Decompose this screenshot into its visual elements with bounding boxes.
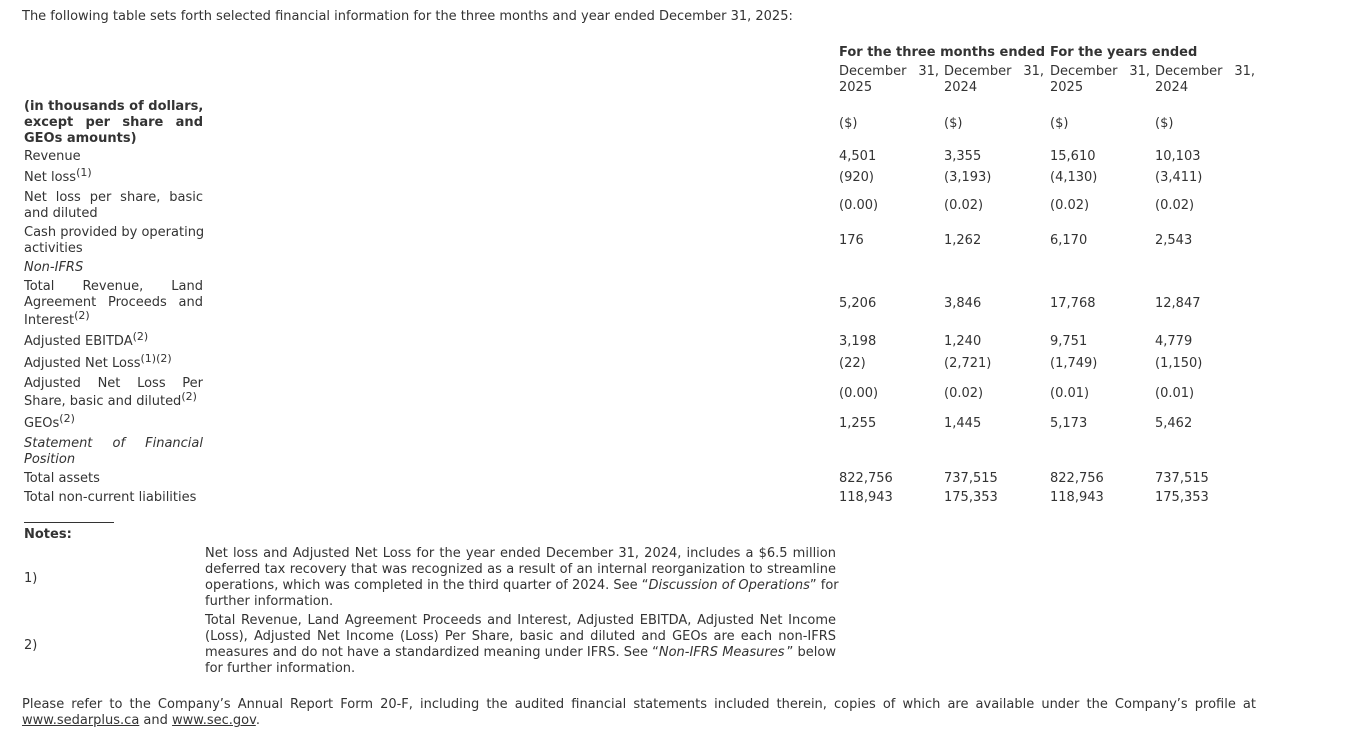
- footer-links: www.sedarplus.ca and www.sec.gov.: [22, 713, 260, 728]
- cell: 1,262: [944, 233, 982, 248]
- cell: 5,206: [839, 296, 877, 311]
- row-label: activities: [24, 241, 83, 256]
- col2-header: December 31,: [944, 64, 1044, 79]
- cell: (2,721): [944, 356, 992, 371]
- row-label: Total Revenue, Land: [24, 279, 203, 294]
- note-1-line-3: operations, which was completed in the third quarter of 2024. See “Discussion of Operations ” for: [205, 578, 839, 593]
- cell: (4,130): [1050, 170, 1098, 185]
- cell: (1,749): [1050, 356, 1098, 371]
- cell: 10,103: [1155, 149, 1201, 164]
- cell: 175,353: [1155, 490, 1209, 505]
- col4-year: 2024: [1155, 80, 1189, 95]
- section-label-sofp-2: Position: [24, 452, 76, 467]
- cell: (0.02): [944, 386, 984, 401]
- cell: (0.02): [1050, 198, 1090, 213]
- note-2-number: 2): [24, 638, 38, 653]
- cell: (0.00): [839, 386, 879, 401]
- col4-header: December 31,: [1155, 64, 1255, 79]
- cell: 3,198: [839, 334, 877, 349]
- col3-year: 2025: [1050, 80, 1084, 95]
- col2-year: 2024: [944, 80, 978, 95]
- cell: 175,353: [944, 490, 998, 505]
- units-label-1: (in thousands of dollars,: [24, 99, 204, 114]
- cell: 6,170: [1050, 233, 1088, 248]
- cell: 5,173: [1050, 416, 1088, 431]
- cell: 822,756: [1050, 471, 1104, 486]
- cell: 15,610: [1050, 149, 1096, 164]
- sedarplus-link[interactable]: www.sedarplus.ca: [22, 713, 140, 728]
- cell: (0.01): [1155, 386, 1195, 401]
- section-label-non-ifrs: Non-IFRS: [24, 260, 84, 275]
- unit-col2: ($): [944, 116, 963, 131]
- footnote-ref: (2): [132, 330, 149, 343]
- col1-year: 2025: [839, 80, 873, 95]
- header-years: For the years ended: [1050, 45, 1198, 60]
- cell: 1,240: [944, 334, 982, 349]
- cell: 822,756: [839, 471, 893, 486]
- cell: 737,515: [944, 471, 998, 486]
- unit-col1: ($): [839, 116, 858, 131]
- row-label: Adjusted Net Loss Per: [24, 376, 203, 391]
- cell: 3,846: [944, 296, 982, 311]
- cell: 1,255: [839, 416, 877, 431]
- intro-text: The following table sets forth selected financial information for the three months and year ended December 31, 2025:: [22, 9, 793, 24]
- cell: 12,847: [1155, 296, 1201, 311]
- row-label: Adjusted Net Loss$^{(1)(2)}$: [24, 352, 172, 371]
- cell: 118,943: [1050, 490, 1104, 505]
- cell: (3,193): [944, 170, 992, 185]
- footer-text: Please refer to the Company’s Annual Report Form 20-F, including the audited financial statements included therein, copies of which are available under the Company’s profile at: [22, 697, 1256, 712]
- notes-title: Notes:: [24, 527, 72, 542]
- cell: (0.01): [1050, 386, 1090, 401]
- unit-col4: ($): [1155, 116, 1174, 131]
- col3-header: December 31,: [1050, 64, 1150, 79]
- row-label: and diluted: [24, 206, 98, 221]
- col1-header: December 31,: [839, 64, 939, 79]
- cell: 5,462: [1155, 416, 1193, 431]
- row-label: Net loss$^{(1)}$: [24, 166, 92, 185]
- row-label: Agreement Proceeds and: [24, 295, 203, 310]
- units-label-3: GEOs amounts): [24, 131, 137, 146]
- cell: (920): [839, 170, 874, 185]
- cell: (0.02): [944, 198, 984, 213]
- row-label: Revenue: [24, 149, 81, 164]
- row-label: Total non-current liabilities: [24, 490, 197, 505]
- row-label: Net loss per share, basic: [24, 190, 203, 205]
- row-label: Interest$^{(2)}$: [24, 309, 90, 328]
- row-label: Total assets: [24, 471, 100, 486]
- cell: (1,150): [1155, 356, 1203, 371]
- units-label-2: except per share and: [24, 115, 203, 130]
- cell: 17,768: [1050, 296, 1096, 311]
- cell: 2,543: [1155, 233, 1193, 248]
- cell: 9,751: [1050, 334, 1088, 349]
- cell: 1,445: [944, 416, 982, 431]
- footnote-ref: (2): [74, 309, 90, 322]
- cell: 118,943: [839, 490, 893, 505]
- cell: 176: [839, 233, 864, 248]
- row-label: Adjusted EBITDA$^{(2)}$: [24, 330, 149, 349]
- row-label: Cash provided by operating: [24, 225, 205, 240]
- cell: (22): [839, 356, 866, 371]
- unit-col3: ($): [1050, 116, 1069, 131]
- footnote-ref: (2): [59, 412, 75, 425]
- row-label: Share, basic and diluted$^{(2)}$: [24, 390, 197, 409]
- row-label: GEOs$^{(2)}$: [24, 412, 75, 431]
- cell: (0.02): [1155, 198, 1195, 213]
- footnote-ref: (2): [181, 390, 197, 403]
- notes-divider: [24, 522, 114, 523]
- footnote-ref: (1)(2): [140, 352, 172, 365]
- sec-link[interactable]: www.sec.gov: [172, 713, 256, 728]
- cell: 4,779: [1155, 334, 1193, 349]
- header-three-months: For the three months ended: [839, 45, 1046, 60]
- cell: (0.00): [839, 198, 879, 213]
- note-1-number: 1): [24, 571, 38, 586]
- footnote-ref: (1): [76, 166, 92, 179]
- cell: 3,355: [944, 149, 982, 164]
- section-label-sofp: Statement of Financial: [24, 436, 203, 451]
- note-2-line-3: measures and do not have a standardized meaning under IFRS. See “Non-IFRS Measures ” below: [205, 645, 836, 660]
- cell: (3,411): [1155, 170, 1203, 185]
- cell: 4,501: [839, 149, 877, 164]
- cell: 737,515: [1155, 471, 1209, 486]
